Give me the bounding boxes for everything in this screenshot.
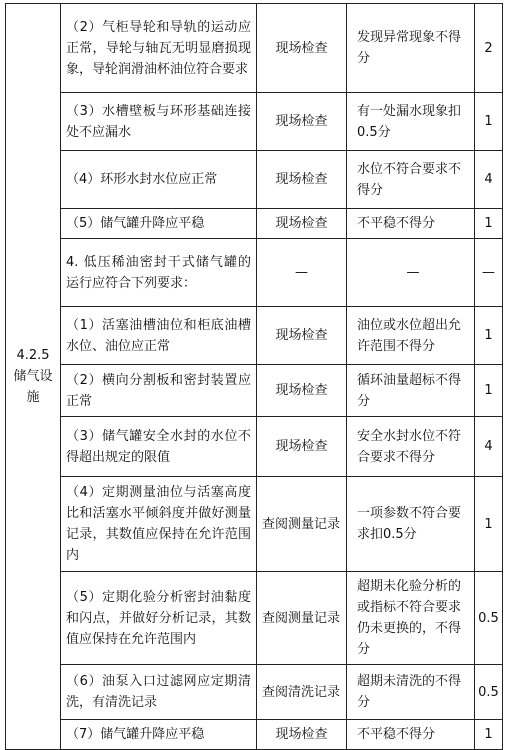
method-cell: 现场检查 [257, 4, 347, 93]
score-cell: 1 [475, 209, 503, 239]
method-cell: 查阅测量记录 [257, 477, 347, 572]
method-cell: 现场检查 [257, 720, 347, 750]
score-cell: 1 [475, 307, 503, 365]
table-row [6, 239, 503, 307]
requirement-cell: （3）储气罐安全水封的水位不得超出规定的限值 [61, 417, 257, 477]
requirement-cell: （4）定期测量油位与活塞高度比和活塞水平倾斜度并做好测量记录，其数值应保持在允许范围内 [61, 477, 257, 572]
requirement-cell: （3）水槽壁板与环形基础连接处不应漏水 [61, 93, 257, 151]
table-row [6, 307, 503, 365]
score-cell: 1 [475, 365, 503, 417]
criteria-cell: 油位或水位超出允许范围不得分 [347, 307, 475, 365]
criteria-cell: 一项参数不符合要求扣0.5分 [347, 477, 475, 572]
criteria-cell: 循环油量超标不得分 [347, 365, 475, 417]
score-cell: — [475, 239, 503, 307]
table-row [6, 417, 503, 477]
requirement-cell: （1）活塞油槽油位和柜底油槽水位、油位应正常 [61, 307, 257, 365]
score-cell: 1 [475, 720, 503, 750]
table-row [6, 209, 503, 239]
requirement-cell: （4）环形水封水位应正常 [61, 151, 257, 209]
requirement-cell: （2）气柜导轮和导轨的运动应正常，导轮与轴瓦无明显磨损现象，导轮润滑油杯油位符合要求 [61, 4, 257, 93]
criteria-cell: 超期未化验分析的或指标不符合要求仍未更换的，不得分 [347, 572, 475, 665]
method-cell: 现场检查 [257, 151, 347, 209]
table-row [6, 93, 503, 151]
method-cell: 查阅测量记录 [257, 572, 347, 665]
criteria-cell: — [347, 239, 475, 307]
criteria-cell: 有一处漏水现象扣0.5分 [347, 93, 475, 151]
method-cell: 现场检查 [257, 307, 347, 365]
method-cell: 现场检查 [257, 93, 347, 151]
table-row [6, 665, 503, 720]
method-cell: 现场检查 [257, 365, 347, 417]
requirement-cell: （2）横向分割板和密封装置应正常 [61, 365, 257, 417]
requirement-cell: 4. 低压稀油密封干式储气罐的运行应符合下列要求： [61, 239, 257, 307]
table-row [6, 4, 503, 93]
score-cell: 2 [475, 4, 503, 93]
method-cell: 现场检查 [257, 417, 347, 477]
table-row [6, 365, 503, 417]
criteria-cell: 不平稳不得分 [347, 209, 475, 239]
requirement-cell: （5）储气罐升降应平稳 [61, 209, 257, 239]
criteria-cell: 水位不符合要求不得分 [347, 151, 475, 209]
method-cell: — [257, 239, 347, 307]
requirement-cell: （7）储气罐升降应平稳 [61, 720, 257, 750]
score-cell: 4 [475, 417, 503, 477]
table-row [6, 720, 503, 750]
score-cell: 1 [475, 477, 503, 572]
criteria-cell: 安全水封水位不符合要求不得分 [347, 417, 475, 477]
requirement-cell: （6）油泵入口过滤网应定期清洗，有清洗记录 [61, 665, 257, 720]
section-code: 4.2.5 [16, 348, 50, 363]
score-cell: 1 [475, 93, 503, 151]
table-row [6, 572, 503, 665]
section-cell [6, 4, 61, 750]
criteria-cell: 超期未清洗的不得分 [347, 665, 475, 720]
table-row [6, 151, 503, 209]
criteria-cell: 不平稳不得分 [347, 720, 475, 750]
criteria-cell: 发现异常现象不得分 [347, 4, 475, 93]
table-row [6, 477, 503, 572]
score-cell: 0.5 [475, 665, 503, 720]
score-cell: 0.5 [475, 572, 503, 665]
score-cell: 4 [475, 151, 503, 209]
inspection-table [5, 3, 503, 750]
requirement-cell: （5）定期化验分析密封油黏度和闪点，并做好分析记录，其数值应保持在允许范围内 [61, 572, 257, 665]
section-name: 储气设施 [13, 369, 53, 405]
method-cell: 查阅清洗记录 [257, 665, 347, 720]
method-cell: 现场检查 [257, 209, 347, 239]
